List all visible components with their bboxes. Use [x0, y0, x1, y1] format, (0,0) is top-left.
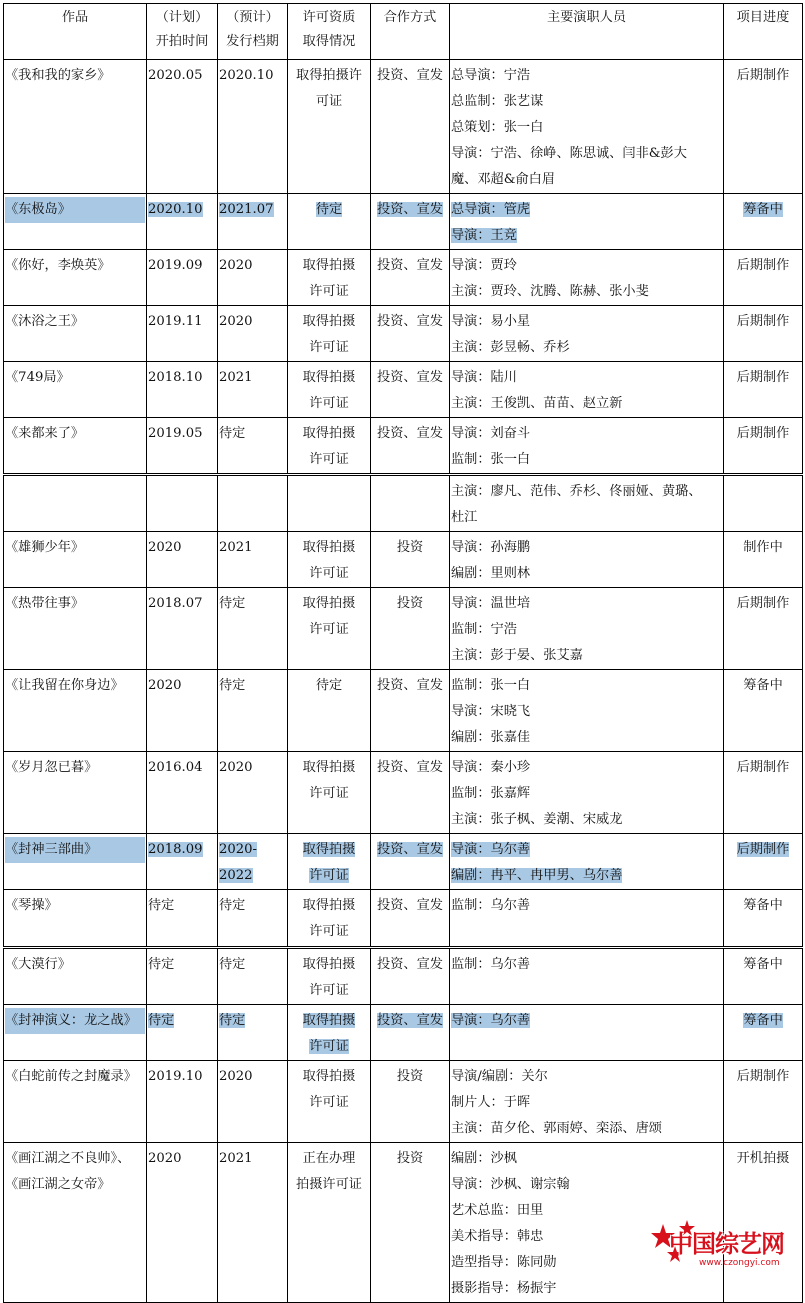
cell-coop: 投资、宣发: [371, 362, 450, 418]
cell-work: [4, 306, 147, 362]
cell-work: [4, 948, 147, 1005]
cell-release: 2021: [218, 1143, 288, 1303]
cell-work: [4, 752, 147, 834]
work-title: 《东极岛》: [5, 197, 145, 223]
cell-coop: 投资、宣发: [371, 834, 450, 890]
table-row: [4, 1061, 803, 1143]
cell-coop: 投资、宣发: [371, 752, 450, 834]
table-row: [4, 250, 803, 306]
cell-shoot: 2019.11: [147, 306, 218, 362]
cell-release: 2021.07: [218, 194, 288, 250]
cell-cast: 导演：温世培 监制：宁浩 主演：彭于晏、张艾嘉: [450, 588, 724, 670]
watermark-logo: [649, 1214, 799, 1280]
cell-release: 待定: [218, 1005, 288, 1061]
cell-coop: 投资、宣发: [371, 418, 450, 475]
cell-shoot: 2016.04: [147, 752, 218, 834]
cell-work: [4, 418, 147, 475]
table-row: [4, 60, 803, 194]
cell-permit: 待定: [288, 194, 371, 250]
cell-progress: 筹备中: [724, 1005, 803, 1061]
header-release: （预计） 发行档期: [218, 4, 288, 60]
cell-permit: 取得拍摄 许可证: [288, 1061, 371, 1143]
cell-shoot: 2020.05: [147, 60, 218, 194]
cell-shoot: 2020: [147, 670, 218, 752]
cell-permit: 取得拍摄许 可证: [288, 60, 371, 194]
table-row: [4, 194, 803, 250]
cell-work: [4, 532, 147, 588]
cell-shoot: 2019.05: [147, 418, 218, 475]
cell-permit: 取得拍摄 许可证: [288, 250, 371, 306]
table-row: [4, 532, 803, 588]
cell-progress: 开机拍摄: [724, 1143, 803, 1303]
cell-permit: 取得拍摄 许可证: [288, 948, 371, 1005]
cell-work: [4, 1061, 147, 1143]
cell-cast: 总导演：管虎 导演：王竞: [450, 194, 724, 250]
cell-cast: 导演：秦小珍 监制：张嘉辉 主演：张子枫、姜潮、宋威龙: [450, 752, 724, 834]
cell-permit: 取得拍摄 许可证: [288, 532, 371, 588]
cell-work: [4, 194, 147, 250]
cell-permit: 取得拍摄 许可证: [288, 752, 371, 834]
work-title: 《我和我的家乡》: [5, 68, 111, 83]
table-row: [4, 306, 803, 362]
cell-work: [4, 362, 147, 418]
cell-release: 待定: [218, 670, 288, 752]
table-row: [4, 418, 803, 475]
work-title: 《大漠行》: [5, 957, 71, 972]
cell-coop: 投资: [371, 532, 450, 588]
cell-progress: 筹备中: [724, 890, 803, 948]
table-row: [4, 588, 803, 670]
cell-shoot: 待定: [147, 890, 218, 948]
cell-cast: 监制：乌尔善: [450, 948, 724, 1005]
cell-shoot: 2018.10: [147, 362, 218, 418]
work-title: 《封神演义：龙之战》: [5, 1008, 145, 1034]
table-row: [4, 362, 803, 418]
cell-coop: 投资、宣发: [371, 250, 450, 306]
cell-progress: 筹备中: [724, 194, 803, 250]
cell-release: [218, 475, 288, 532]
work-title: 《沐浴之王》: [5, 314, 85, 329]
cell-progress: [724, 475, 803, 532]
cell-release: 2020-2022: [218, 834, 288, 890]
cell-cast: 主演：廖凡、范伟、乔杉、佟丽娅、黄璐、 杜江: [450, 475, 724, 532]
cell-release: 2021: [218, 362, 288, 418]
work-title: 《来都来了》: [5, 426, 85, 441]
cell-progress: 筹备中: [724, 670, 803, 752]
cell-release: 2021: [218, 532, 288, 588]
cell-permit: 取得拍摄 许可证: [288, 1005, 371, 1061]
cell-work: [4, 1143, 147, 1303]
cell-permit: 待定: [288, 670, 371, 752]
cell-release: 2020: [218, 1061, 288, 1143]
cell-release: 待定: [218, 948, 288, 1005]
cell-work: [4, 670, 147, 752]
header-progress: 项目进度: [724, 4, 803, 60]
header-cast: 主要演职人员: [450, 4, 724, 60]
table-row: [4, 834, 803, 890]
cell-work: [4, 60, 147, 194]
work-title: 《画江湖之不良帅》、: [5, 1151, 131, 1166]
cell-progress: 后期制作: [724, 834, 803, 890]
cell-permit: 正在办理 拍摄许可证: [288, 1143, 371, 1303]
cell-shoot: 2020: [147, 1143, 218, 1303]
work-title: 《琴操》: [5, 898, 58, 913]
cell-progress: 后期制作: [724, 1061, 803, 1143]
cell-cast: 导演：刘奋斗 监制：张一白: [450, 418, 724, 475]
cell-release: 2020: [218, 250, 288, 306]
watermark-title: 中国综艺网: [669, 1230, 784, 1258]
cell-shoot: 2018.09: [147, 834, 218, 890]
cell-coop: [371, 475, 450, 532]
cell-shoot: 待定: [147, 1005, 218, 1061]
cell-cast: 导演：易小星 主演：彭昱畅、乔杉: [450, 306, 724, 362]
work-title: 《白蛇前传之封魔录》: [5, 1069, 137, 1084]
cell-coop: 投资、宣发: [371, 194, 450, 250]
cell-coop: 投资、宣发: [371, 1005, 450, 1061]
header-row: [4, 4, 803, 60]
cell-coop: 投资、宣发: [371, 60, 450, 194]
cell-cast: 导演：乌尔善: [450, 1005, 724, 1061]
cell-progress: 后期制作: [724, 588, 803, 670]
cell-cast: 监制：张一白 导演：宋晓飞 编剧：张嘉佳: [450, 670, 724, 752]
cell-progress: 后期制作: [724, 752, 803, 834]
cell-permit: 取得拍摄 许可证: [288, 834, 371, 890]
cell-coop: 投资、宣发: [371, 948, 450, 1005]
work-title: 《岁月忽已暮》: [5, 760, 98, 775]
cell-progress: 制作中: [724, 532, 803, 588]
cell-permit: 取得拍摄 许可证: [288, 588, 371, 670]
cell-shoot: 2020: [147, 532, 218, 588]
work-title: 《封神三部曲》: [5, 837, 145, 863]
table-row: [4, 752, 803, 834]
cell-shoot: [147, 475, 218, 532]
cell-shoot: 2020.10: [147, 194, 218, 250]
cell-work: [4, 1005, 147, 1061]
cell-shoot: 待定: [147, 948, 218, 1005]
cell-permit: 取得拍摄 许可证: [288, 890, 371, 948]
work-title: 《749局》: [5, 370, 70, 385]
cell-cast: 导演：乌尔善 编剧：冉平、冉甲男、乌尔善: [450, 834, 724, 890]
cell-progress: 后期制作: [724, 306, 803, 362]
cell-cast: 监制：乌尔善: [450, 890, 724, 948]
table-row: [4, 948, 803, 1005]
work-title: 《雄狮少年》: [5, 540, 85, 555]
cell-cast: 总导演：宁浩 总监制：张艺谋 总策划：张一白 导演：宁浩、徐峥、陈思诚、闫非&彭大 魔、邓超&俞白眉: [450, 60, 724, 194]
cell-coop: 投资、宣发: [371, 890, 450, 948]
cell-work: [4, 588, 147, 670]
cell-progress: 筹备中: [724, 948, 803, 1005]
cell-cast: 编剧：沙枫 导演：沙枫、谢宗翰 艺术总监：田里 美术指导：韩忠 造型指导：陈同勋 摄影指导：杨振宇: [450, 1143, 724, 1303]
cell-release: 2020.10: [218, 60, 288, 194]
cell-work: [4, 834, 147, 890]
cell-release: 待定: [218, 418, 288, 475]
work-title: 《让我留在你身边》: [5, 678, 124, 693]
cell-cast: 导演：孙海鹏 编剧：里则林: [450, 532, 724, 588]
header-shoot: （计划） 开拍时间: [147, 4, 218, 60]
cell-progress: 后期制作: [724, 362, 803, 418]
cell-work: [4, 475, 147, 532]
work-title: 《你好，李焕英》: [5, 258, 111, 273]
table-row: [4, 670, 803, 752]
cell-work: [4, 890, 147, 948]
cell-coop: 投资、宣发: [371, 670, 450, 752]
cell-release: 待定: [218, 588, 288, 670]
cell-shoot: 2019.10: [147, 1061, 218, 1143]
work-title: 《热带往事》: [5, 596, 85, 611]
cell-coop: 投资: [371, 1061, 450, 1143]
cell-work: [4, 250, 147, 306]
cell-coop: 投资: [371, 1143, 450, 1303]
table-row: [4, 890, 803, 948]
header-work: 作品: [4, 4, 147, 60]
cell-permit: 取得拍摄 许可证: [288, 362, 371, 418]
cell-progress: 后期制作: [724, 60, 803, 194]
table-row: [4, 1005, 803, 1061]
header-permit: 许可资质 取得情况: [288, 4, 371, 60]
cell-permit: 取得拍摄 许可证: [288, 306, 371, 362]
cell-progress: 后期制作: [724, 418, 803, 475]
cell-shoot: 2019.09: [147, 250, 218, 306]
cell-cast: 导演/编剧：关尔 制片人：于晖 主演：苗夕伦、郭雨婷、栾添、唐颂: [450, 1061, 724, 1143]
cell-permit: [288, 475, 371, 532]
cell-shoot: 2018.07: [147, 588, 218, 670]
watermark-url: www.czongyi.com: [699, 1258, 780, 1268]
cell-permit: 取得拍摄 许可证: [288, 418, 371, 475]
table-row: [4, 475, 803, 532]
film-projects-table: [3, 3, 803, 1303]
cell-cast: 导演：陆川 主演：王俊凯、苗苗、赵立新: [450, 362, 724, 418]
work-title: 《画江湖之女帝》: [5, 1177, 111, 1192]
cell-coop: 投资、宣发: [371, 306, 450, 362]
cell-release: 2020: [218, 306, 288, 362]
cell-cast: 导演：贾玲 主演：贾玲、沈腾、陈赫、张小斐: [450, 250, 724, 306]
cell-release: 待定: [218, 890, 288, 948]
cell-release: 2020: [218, 752, 288, 834]
header-coop: 合作方式: [371, 4, 450, 60]
cell-coop: 投资: [371, 588, 450, 670]
cell-progress: 后期制作: [724, 250, 803, 306]
